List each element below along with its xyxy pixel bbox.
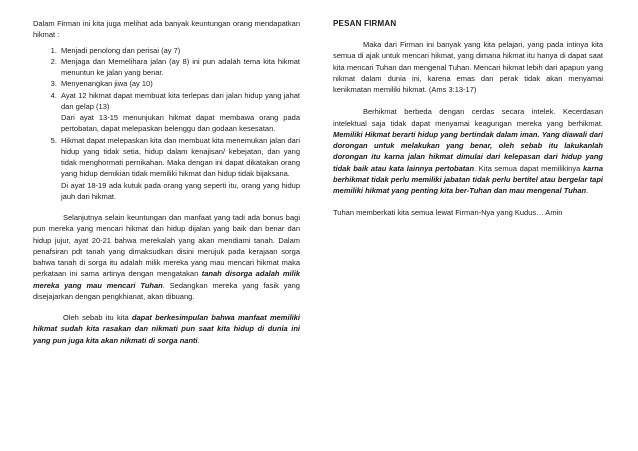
emphasis-text: dapat berkesimpulan bahwa manfaat memiliki hikmat sudah kita rasakan dan nikmati pun saat kita hidup di dunia ini yang pun juga kita akan nikmati di sorga nanti (33, 313, 300, 345)
intro-paragraph: Dalam Firman ini kita juga melihat ada banyak keuntungan orang mendapatkan hikmat : (33, 19, 300, 40)
text-run: Oleh sebab itu kita (63, 313, 132, 322)
text-run: Berhikmat berbeda dengan cerdas secara intelek. Kecerdasan intelektual saja tidak dapat menyamai keagungan mereka yang berhikmat. (333, 107, 603, 128)
text-run: Selanjutnya selain keuntungan dan manfaat yang tadi ada bonus bagi pun mereka yang mencari hikmat dan hidup dijalan yang baik dan benar dan hidup jujur, ayat 20-21 bahwa merekalah yang akan mendiami tanah. Dalam penafsiran pdt tanah yang dimaksudkan disini merujuk pada kerajaan sorga bahwa tanah di sorga itu adalah milik mereka yang mau mencari hikmat maka perkataan ini sama artinya dengan mengatakan (33, 213, 300, 279)
paragraph-bonus (33, 212, 300, 302)
list-item (59, 135, 300, 203)
text-run: . (586, 186, 589, 195)
list-item-text: Ayat 12 hikmat dapat membuat kita terlepas dari jalan hidup yang jahat dan gelap (13) (61, 90, 300, 111)
text-run: . Sedangkan mereka yang fasik yang disejajarkan dengan pengkhianat, akan dibuang. (33, 280, 300, 301)
paragraph-conclusion (33, 312, 300, 346)
emphasis-text: Memiliki Hikmat berarti hidup yang bertindak dalam iman. Yang diawali dari dorongan untuk melakukan yang benar, oleh sebab itu lakukanlah dorongan itu karna jalan hikmat dimulai dari kelepasan dari hidup yang tidak baik atau kata lainnya pertobatan (333, 129, 603, 173)
list-item-text: Menyenangkan jiwa (ay 10) (61, 79, 153, 89)
list-item (59, 45, 300, 56)
benefits-list (33, 45, 300, 203)
list-item (59, 78, 300, 89)
emphasis-text: tanah disorga adalah milik mereka yang mau mencari Tuhan (33, 269, 300, 290)
text-run: . Kita semua dapat memilikinya (474, 163, 583, 173)
paragraph-message: Maka dari Firman ini banyak yang kita pelajari, yang pada intinya kita semua di ajak untuk mencari hikmat, yang dimana hikmat itu hanya di dapat saat kita mencari Tuhan dan mengenal Tuhan. Mencari hikmat lebih dari apapun yang nikmat dalam dunia ini, karena emas dan perak tidak akan menyamai kenikmatan memiliki hikmat. (Ams 3:13-17) (333, 40, 603, 94)
text-run: . (197, 335, 200, 345)
paragraph-wisdom (333, 106, 603, 196)
emphasis-text: karna berhikmat tidak perlu memiliki jabatan tidak perlu bertitel atau bergelar tapi memiliki hikmat yang penting kita ber-Tuhan dan mau mengenal Tuhan (333, 163, 603, 195)
list-item-text: Menjadi penolong dan perisai (ay 7) (61, 45, 181, 55)
list-item-text: Hikmat dapat melepaskan kita dan membuat kita menemukan jalan dari hidup yang tidak setia, hidup dalam kenajisan/ kebejatan, dan yang tidak menghormati pernikahan. Maka dengan ini dapat dikatakan orang yang hidup demikian tidak memiliki hikmat dan hidup tidak bijaksana. (61, 135, 300, 179)
right-column (333, 18, 603, 219)
list-item-text: Menjaga dan Memelihara jalan (ay 8) ini pun adalah tema kita hikmat menuntun ke jalan yang benar. (61, 56, 300, 77)
left-column (33, 18, 300, 346)
list-item (59, 90, 300, 135)
section-heading: PESAN FIRMAN (333, 19, 397, 28)
list-item-extra: Di ayat 18-19 ada kutuk pada orang yang seperti itu, orang yang hidup jauh dari hikmat. (61, 180, 300, 201)
closing-paragraph: Tuhan memberkati kita semua lewat Firman-Nya yang Kudus… Amin (333, 208, 563, 218)
list-item (59, 56, 300, 79)
list-item-extra: Dari ayat 13-15 menunjukan hikmat dapat membawa orang pada pertobatan, dapat melepaskan belenggu dan godaan kesesatan. (61, 113, 300, 134)
